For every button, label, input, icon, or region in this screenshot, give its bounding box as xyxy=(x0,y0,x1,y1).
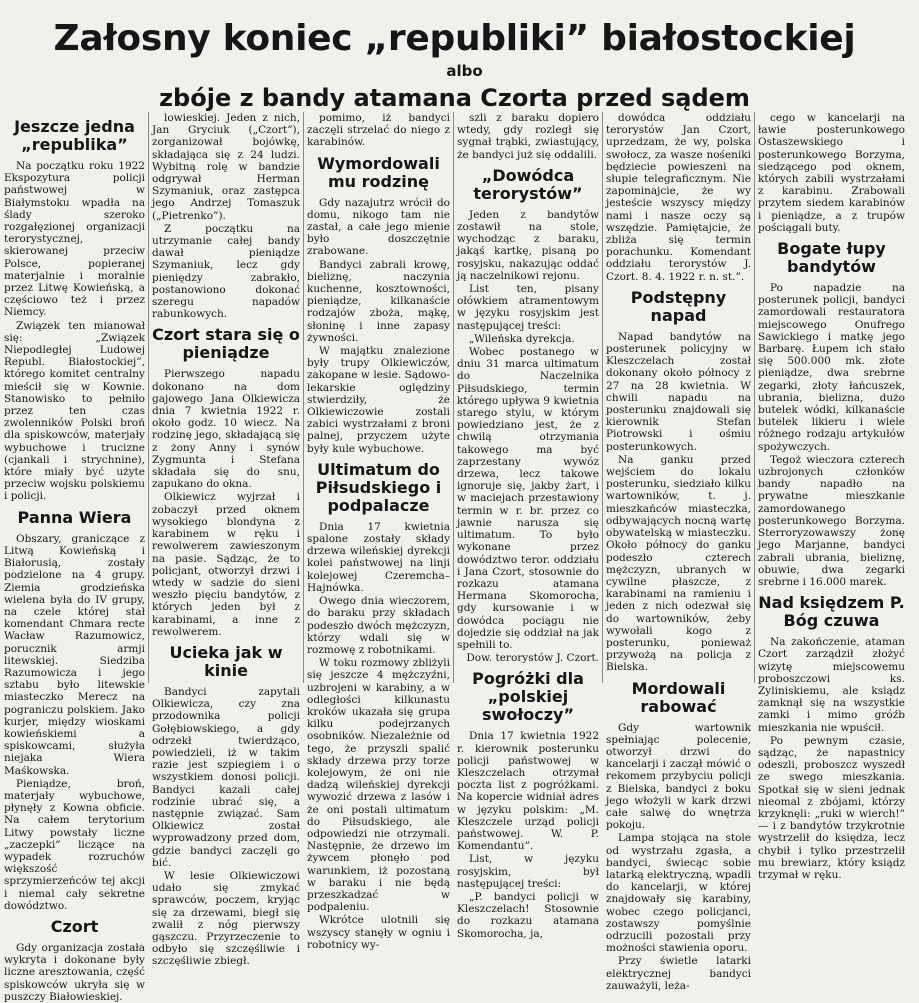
paragraph: W lesie Olkiewiczowi udało się zmykać sprawców, poczem, kryjąc się za drzewami, biegł się zwalił z nóg pierwszy gąszczu. Przyrzeczenie to odbyło się szczęśliwie i szczęśliwie zbiegł. xyxy=(152,869,300,968)
paragraph: List, w języku rosyjskim, był następującej treści: xyxy=(457,853,599,890)
section-heading: Nad księdzem P. Bóg czuwa xyxy=(758,593,905,631)
paragraph: lowieskiej. Jeden z nich, Jan Gryciuk („Czort”), zorganizował bojówkę, składająca się z 24 ludzi. Wybitną rolę w bandzie odgrywał Herman Szymaniuk, oraz zastępca jego Andrzej Tomaszuk („Pietrenko”). xyxy=(152,112,300,222)
paragraph: Po pewnym czasie, sądząc, że napastnicy odeszli, proboszcz wyszedł ze swego mieszkania. Spotkał się w sieni jednak nieomal z zbójami, którzy krzyknęli: „ruki w wierch!” — i z bandytów trzykrotnie wystrzelił do księdza, lecz chybił i tylko przestrzelił mu brewiarz, który ksiądz trzymał w ręku. xyxy=(758,734,905,881)
paragraph: W majątku znalezione były trupy Olkiewiczów, zakopane w lesie. Sądowo-lekarskie oględziny stwierdziły, że Olkiewiczowie zostali zabici wystrzałami z broni palnej, przyczem użyte były kule wybuchowe. xyxy=(307,345,450,455)
paragraph: Na zakończenie, ataman Czort zarządził złożyć wizytę miejscowemu proboszczowi ks. Zyliniskiemu, ale ksiądz zamknął się na wszystkie zamki i mimo gróźb mieszkania nie wpuścił. xyxy=(758,636,905,734)
paragraph: Dnia 17 kwietnia 1922 r. kierownik posterunku policji państwowej w Kleszczelach otrzymał poczta list z pogróżkami. Na kopercie widniał adres w języku polskim: „M. Kleszczele urząd policji państwowej. W. P. Komendantu”. xyxy=(457,730,599,853)
signature: Dow. terorystów J. Czort. xyxy=(466,652,599,665)
headline-connector: albo xyxy=(446,62,483,80)
paragraph: „P. bandyci policji w Kleszczelach! Stosownie do rozkazu atamana Skomorocha, ja, xyxy=(457,890,599,940)
article-column-2 xyxy=(152,112,300,968)
paragraph: „Wileńska dyrekcja. xyxy=(469,332,575,345)
section-heading: Podstępny napad xyxy=(630,287,727,325)
section-heading: Wymordowali mu rodzinę xyxy=(317,153,440,191)
column-divider xyxy=(602,112,603,683)
paragraph: Jeden z bandytów zostawił na stole, wychodząc z baraku, jakąś kartkę, pisaną po rosyjsku, nakazując oddać ją naczelnikowi rejonu. xyxy=(457,208,599,282)
paragraph: Gdy nazajutrz wrócił do domu, nikogo tam nie zastał, a całe jego mienie było doszczętnie zrabowane. xyxy=(307,196,450,258)
section-heading: Pogróżki dla „polskiej swołoczy” xyxy=(472,669,584,725)
article-column-6 xyxy=(758,112,905,881)
section-heading: „Dowódca terorystów” xyxy=(473,165,583,203)
article-column-4 xyxy=(457,112,599,940)
paragraph: Lampa stojąca na stole od wystrzału zgasła, a bandyci, świecąc sobie latarką elektryczną, wpadli do kancelarji, w której znajdowały się karabiny, wobec czego policjanci, zostawszy pomyślnie odrzucili pozostali przy możności stawienia oporu. xyxy=(606,832,751,955)
column-divider xyxy=(148,112,149,683)
paragraph: Olkiewicz wyjrzał i zobaczył przed oknem wysokiego blondyna z karabinem w ręku i rewolwerem zawieszonym na pasie. Sądząc, że to policjant, otworzył drzwi i wtedy w sadzie do sieni weszło pięciu bandytów, z których jeden był z karabinami, a inne z rewolwerem. xyxy=(152,491,300,638)
paragraph: Bandyci zabrali krowę, bieliznę, naczynia kuchenne, kosztowności, pieniądze, kilkanaście rodzajów zboża, mąkę, słoninę i inne zapasy żywności. xyxy=(307,258,450,344)
paragraph: Bandyci zapytali Olkiewicza, czy zna przodownika policji Gołębiowskiego, a gdy odrzekł twierdząco, powiedzieli, iż w takim razie jest szpiegiem i o wszystkiem donosi policji. Bandyci kazali całej rodzinie ubrać się, a następnie związać. Sam Olkiewicz został wyprowadzony przed dom, gdzie bandyci zaczęli go bić. xyxy=(152,685,300,869)
column-divider xyxy=(754,112,755,683)
paragraph: Wobec postanego w dniu 31 marca ultimatum do Naczelnika Piłsudskiego, termin którego upływa 9 kwietnia starego stylu, w którym powiedziano jest, że z chwilą otrzymania takowego ma być zaprzestany wywóz drzewa, lecz takowe ignoruje się, jakby żart, i w maciejach przestawiony termin w r. br. przez co jawnie narusza się ultimatum. To było wykonane przez dowództwo teror. oddziału i Jana Czort, stosownie do rozkazu atamana Hermana Skomorocha, gdy kursowanie i w dowódca pociągu nie dojedzie się oddział na jak spełnili to. xyxy=(457,346,599,651)
paragraph: W toku rozmowy zbliżyli się jeszcze 4 mężczyźni, uzbrojeni w karabiny, a w odległości kilkunastu kroków ukazała się grupa kilku podejrzanych osobników. Niezależnie od tego, że przyszli spalić składy drzewa przy torze kolejowym, że oni nie dadzą wileńskiej dyrekcji wywozić drzewa z lasów i że oni postali ultimatum do Piłsudskiego, ale odpowiedzi nie otrzymali. Następnie, że drzewo im żywcem płonęło pod warunkiem, iż pozostaną w baraku i nie będą przeszkadzać w podpaleniu. xyxy=(307,657,450,914)
headline: Załosny koniec „republiki” białostockiej xyxy=(53,18,856,59)
paragraph: Napad bandytów na posterunek policyjny w Kleszczelach został dokonany około północy z 27 na 28 kwietnia. W chwili napadu na posterunku znajdowali się kierownik Stefan Piotrowski i ośmiu posterunkowych. xyxy=(606,330,751,453)
column-divider xyxy=(453,112,454,683)
paragraph: Pieniądze, broń, materjały wybuchowe, płynęły z Kowna obficie. Na całem terytorium Litwy powstały liczne „zaczepki” liczące na wypadek rozruchów większość sprzymierzeńców tej akcji i niemal cały sekretne dowództwo. xyxy=(4,777,145,912)
article-column-5 xyxy=(606,112,751,992)
article-column-3 xyxy=(307,112,450,951)
paragraph: cego w kancelarji na ławie posterunkowego Ostaszewskiego i posterunkowego Borzyma, siedzącego pod oknem, których zabili wystrzałami z karabinu. Zrabowali przytem siedem karabinów i pieniądze, a z trupów pościągali buty. xyxy=(758,112,905,234)
paragraph: Dnia 17 kwietnia spalone zostały składy drzewa wileńskiej dyrekcji kolei państwowej na linji kolejowej Czeremcha–Hajnówka. xyxy=(307,520,450,594)
paragraph: Owego dnia wieczorem, do baraku przy składach podeszło dwóch mężczyzn, którzy wdali się w rozmowę z robotnikami. xyxy=(307,595,450,656)
section-heading: Jeszcze jedna „republika” xyxy=(14,117,135,154)
paragraph: szli z baraku dopiero wtedy, gdy rozległ się sygnał trąbki, zwiastujący, że bandyci już się oddalili. xyxy=(457,112,599,161)
paragraph: Przy świetle latarki elektrycznej bandyci zauważyli, leża- xyxy=(606,955,751,992)
section-heading: Ultimatum do Piłsudskiego i podpalacze xyxy=(315,459,442,515)
paragraph: Pierwszego napadu dokonano na dom gajowego Jana Olkiewicza dnia 7 kwietnia 1922 r. około godz. 10 wiecz. Na rodzinę jego, składającą się z żony Anny i synów Zygmunta i Stefana składała się do snu, zapukano do okna. xyxy=(152,368,300,491)
section-heading: Panna Wiera xyxy=(17,507,132,527)
paragraph: Tegoż wieczora czterech uzbrojonych członków bandy napadło na prywatne mieszkanie zamordowanego posterunkowego Borzyma. Sterroryzowawszy żonę jego Marjanne, bandyci zabrali ubrania, bieliznę, obuwie, dwa zegarki srebrne i 16.000 marek. xyxy=(758,453,905,588)
section-heading: Bogate łupy bandytów xyxy=(777,239,886,277)
section-heading: Mordowali rabować xyxy=(631,678,726,716)
paragraph: Na ganku przed wejściem do lokalu posterunku, siedziało kilku wartowników, t. j. mieszkańców miasteczka, odbywających nocną wartę obywatelską w miasteczku. Około północy do ganku podeszło czterech mężczyzn, ubranych w cywilne płaszcze, z karabinami na ramieniu i jeden z nich odezwał się do wartowników, żeby wywołali kogo z posterunku, ponieważ przywożą na policja z Bielska. xyxy=(606,453,751,674)
paragraph: Wkrótce ulotnili się wszyscy stanęły w ogniu i robotnicy wy- xyxy=(307,914,450,951)
paragraph: List ten, pisany ołówkiem atramentowym w języku rosyjskim jest następującej treści: xyxy=(457,283,599,332)
section-heading: Czort stara się o pieniądze xyxy=(152,325,300,363)
section-heading: Czort xyxy=(50,916,99,936)
paragraph: Związek ten mianował się: „Związek Niepodległej Ludowej Republ. Białostockiej”, którego komitet centralny mieścił się w Kownie. Stanowisko to pełniło przez ten czas zwolenników Polski broń dla spiskowców, materjały wybuchowe i trucizne (cjankali i strychnine), które miały być użyte przeciw wojsku polskiemu i policji. xyxy=(4,319,145,503)
paragraph: dowódca oddziału terorystów Jan Czort, uprzedzam, że wy, polska swołocz, za wasze nośeniki będziecie powieszeni na słupie telegraficznym. Nie zapominajcie, że wy jesteście wszyscy między nami i nasze oczy są wszędzie. Pamiętajcie, że zbliża się termin porachunku. Komendant oddziału terorystów J. Czort. 8. 4. 1922 r. n. st.”. xyxy=(606,112,751,283)
column-divider xyxy=(303,112,304,683)
paragraph: Na początku roku 1922 Ekspozytura policji państwowej w Białymstoku wpadła na ślady szeroko rozgałęzionej organizacji terorystycznej, skierowanej przeciw Polsce, popieranej materjalnie i moralnie przez Litwę Kowieńską, a częściowo też i przez Niemcy. xyxy=(4,160,145,319)
paragraph: Po napadzie na posterunek policji, bandyci zamordowali restauratora miejscowego Onufrego Sawickiego i matkę jego Barbarę. Łupem ich stało się 500.000 mk. złote pieniądze, dwa srebrne zegarki, złoty łańcuszek, ubrania, bielizna, dużo butelek wódki, kilkanaście butelek likieru i wiele różnego rodzaju artykułów spożywczych. xyxy=(758,282,905,453)
headline-subtitle: zbóje z bandy atamana Czorta przed sądem xyxy=(159,84,750,112)
paragraph: Z początku na utrzymanie całej bandy dawał pieniądze Szymaniuk, lecz gdy pieniędzy zabrakło, postanowiono dokonać szeregu napadów rabunkowych. xyxy=(152,222,300,321)
paragraph: Gdy organizacja została wykryta i dokonane były liczne aresztowania, część spiskowców ukryła się w puszczy Białowieskiej. xyxy=(4,941,145,1003)
paragraph: Gdy wartownik spełniając polecenie, otworzył drzwi do kancelarji i zaczął mówić o rekomem przybyciu policji z Bielska, bandyci z boku jego włożyli w kark drzwi całe salwę do wnętrza pokoju. xyxy=(606,721,751,832)
paragraph: pomimo, iż bandyci zaczęli strzelać do niego z karabinów. xyxy=(307,112,450,149)
paragraph: Obszary, graniczące z Litwą Kowieńską i Białorusią, zostały podzielone na 4 grupy. Ziemia grodzieńska wielena była do IV grupy, na czele której stał komendant Chmara recte Wacław Razumowicz, porucznik armji litewskiej. Siedziba Razumowicza i jego sztabu było litewskie miasteczko Merecz na pograniczu polskiem. Jako kurjer, między wioskami kowieńskiemi a spiskowcami, służyła niejaka Wiera Maśkowska. xyxy=(4,532,145,777)
article-column-1 xyxy=(4,112,145,1003)
section-heading: Ucieka jak w kinie xyxy=(169,642,283,680)
